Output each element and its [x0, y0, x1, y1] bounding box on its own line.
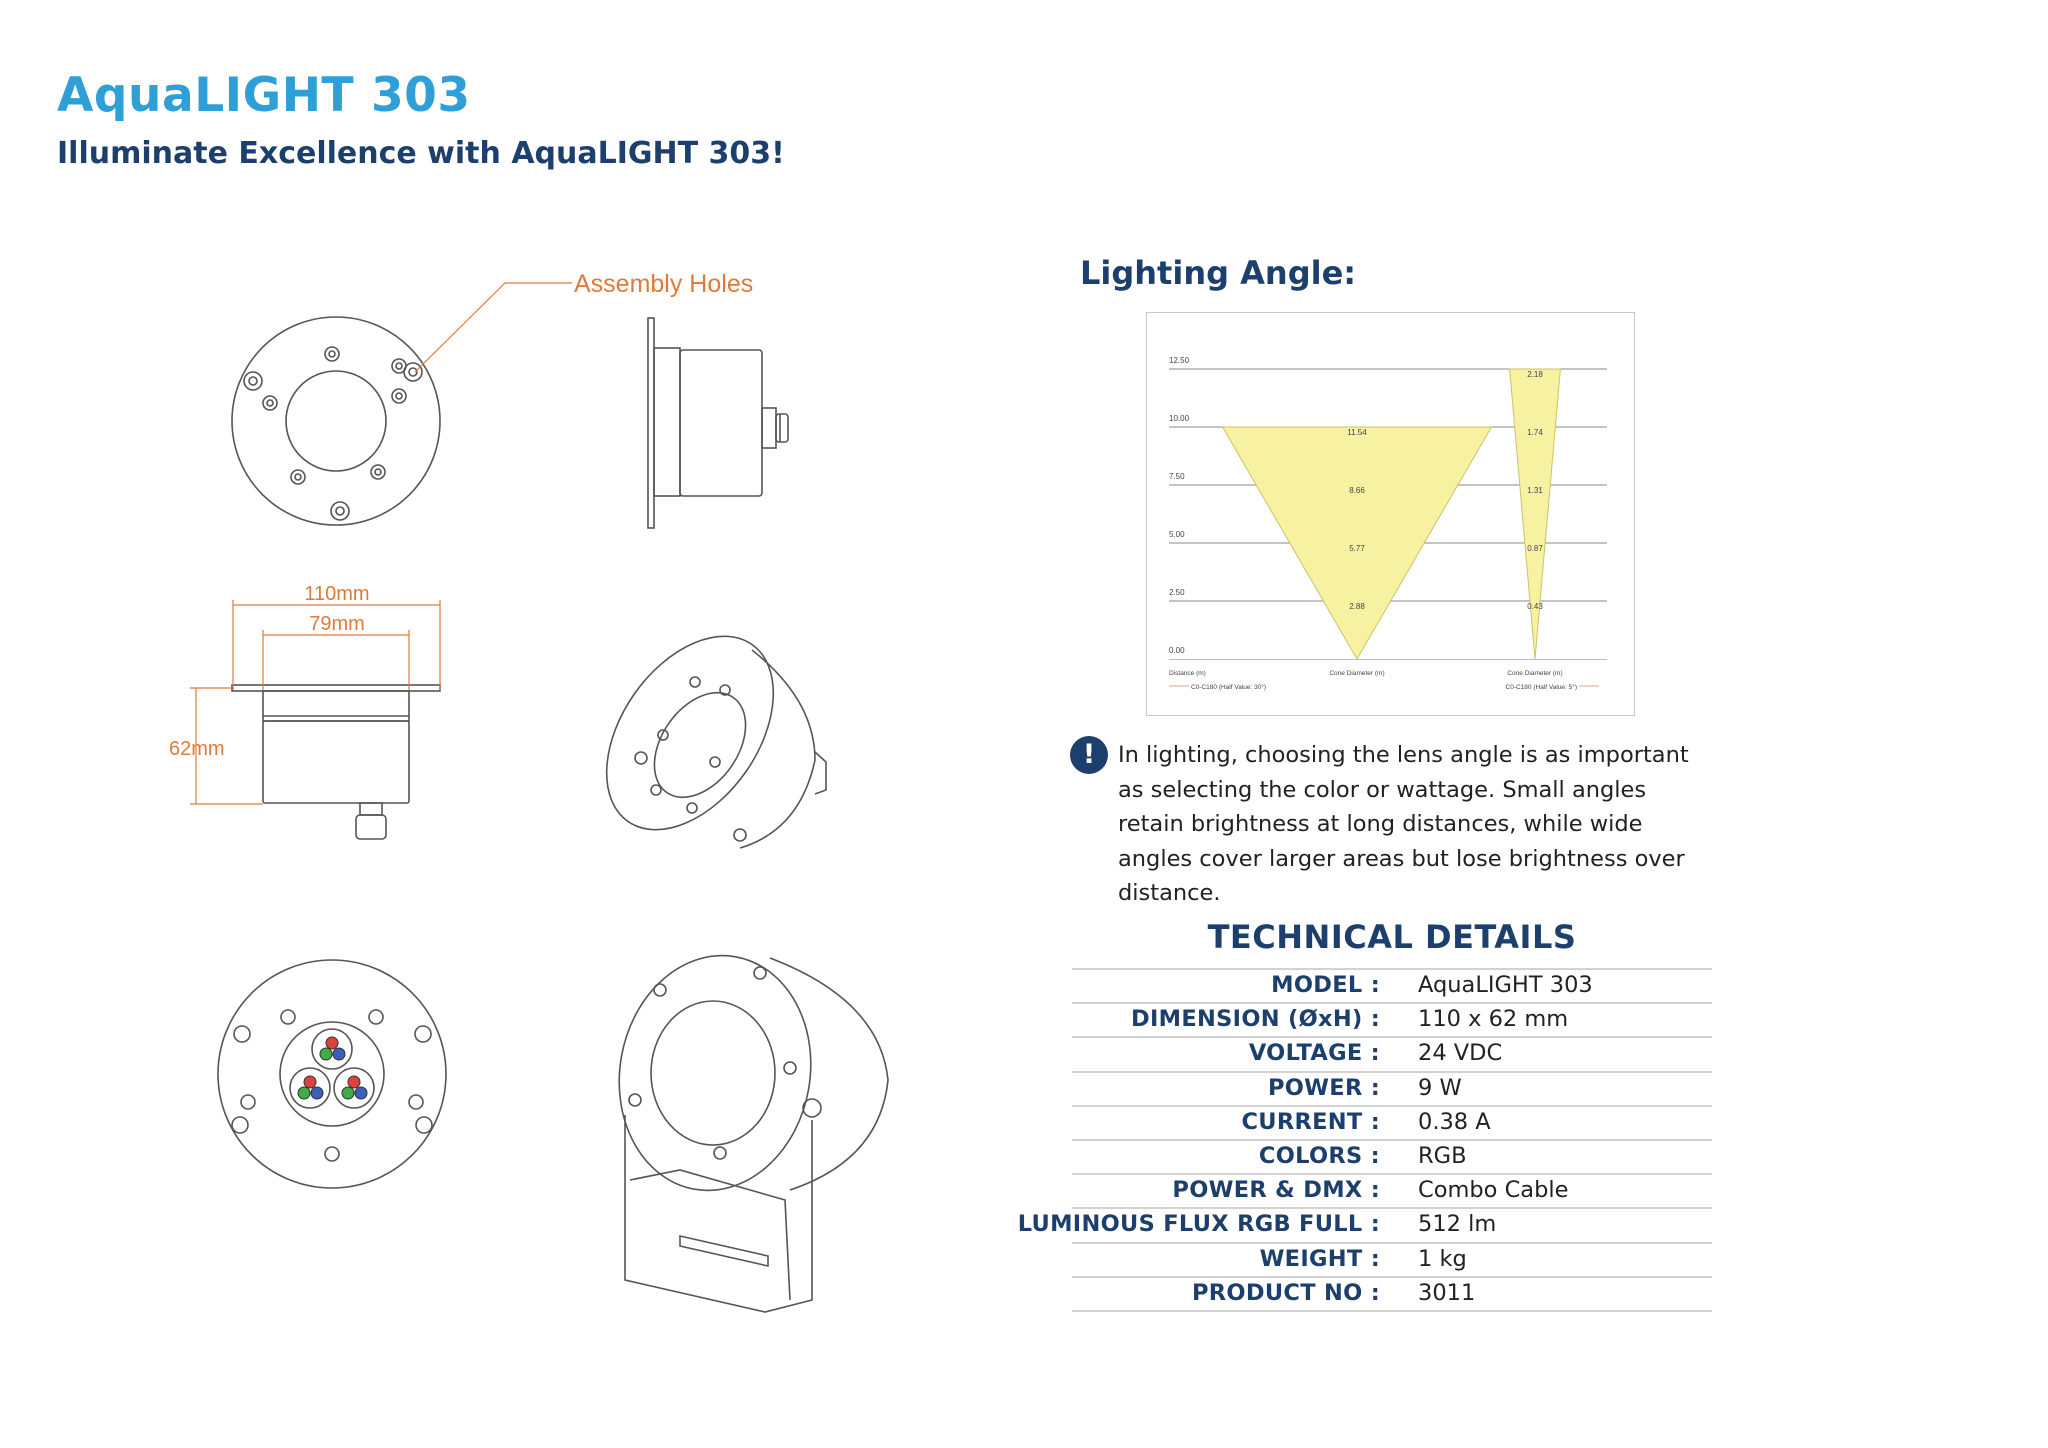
dimension-height-label: 62mm: [169, 738, 225, 760]
cone-diameter-label: 5.77: [1349, 544, 1365, 553]
lighting-angle-chart: [1147, 313, 1633, 714]
axis-label-cone-wide: Cone Diameter (m): [1329, 670, 1385, 677]
product-title: AquaLIGHT 303: [57, 68, 471, 123]
spec-value: 9 W: [1418, 1074, 1462, 1101]
spec-value: AquaLIGHT 303: [1418, 972, 1593, 998]
spec-label: POWER & DMX :: [1172, 1177, 1380, 1204]
cone-diameter-label: 0.87: [1527, 544, 1543, 553]
spec-label: VOLTAGE :: [1248, 1040, 1380, 1067]
technical-drawings: [0, 0, 1000, 1448]
exclamation-icon: !: [1070, 736, 1108, 774]
table-row: [1072, 1107, 1712, 1141]
cone-diameter-label: 0.43: [1527, 602, 1543, 611]
spec-label: WEIGHT :: [1259, 1245, 1380, 1272]
spec-value: 110 x 62 mm: [1418, 1006, 1569, 1033]
bracket-view-drawing: [601, 940, 888, 1312]
lighting-angle-chart-frame: [1146, 312, 1635, 716]
table-row: [1072, 1141, 1712, 1175]
table-row: [1072, 1244, 1712, 1278]
assembly-holes-label: Assembly Holes: [574, 270, 754, 298]
y-tick-label: 12.50: [1169, 356, 1190, 365]
assembly-holes-callout: [415, 270, 753, 372]
top-view-drawing: [232, 317, 440, 525]
table-row: [1072, 1175, 1712, 1209]
spec-value: 3011: [1418, 1279, 1476, 1306]
cone-diameter-label: 2.88: [1349, 602, 1365, 611]
y-tick-label: 2.50: [1169, 588, 1185, 597]
table-row: [1072, 1073, 1712, 1107]
lighting-angle-heading: Lighting Angle:: [1080, 254, 1357, 292]
spec-value: 1 kg: [1418, 1245, 1467, 1272]
table-row: [1072, 1004, 1712, 1038]
spec-label: COLORS :: [1258, 1142, 1380, 1169]
spec-value: 512 lm: [1418, 1211, 1497, 1238]
cone-diameter-label: 11.54: [1347, 428, 1367, 437]
technical-details-title: TECHNICAL DETAILS: [1207, 918, 1577, 956]
spec-value: Combo Cable: [1418, 1177, 1569, 1204]
spec-label: PRODUCT NO :: [1192, 1279, 1380, 1306]
y-tick-label: 0.00: [1169, 646, 1185, 655]
table-row: [1072, 1278, 1712, 1312]
spec-value: 0.38 A: [1418, 1108, 1491, 1135]
dimension-outer-label: 110mm: [304, 583, 370, 605]
isometric-view-drawing: [572, 606, 826, 861]
axis-label-distance: Distance (m): [1169, 670, 1206, 677]
lens-angle-note-text: In lighting, choosing the lens angle is as important as selecting the color or wattage. Small angles retain brightness at long distances, while wide angles cover larger areas but lose brightness over distance.: [1118, 742, 1689, 906]
spec-value: 24 VDC: [1418, 1040, 1503, 1067]
spec-label: LUMINOUS FLUX RGB FULL :: [1017, 1211, 1380, 1238]
spec-label: POWER :: [1267, 1074, 1380, 1101]
y-tick-label: 5.00: [1169, 530, 1185, 539]
spec-value: RGB: [1418, 1142, 1467, 1169]
table-row: [1072, 970, 1712, 1004]
side-view-drawing: [648, 318, 788, 528]
dimension-view-drawing: [232, 685, 440, 839]
spec-label: DIMENSION (ØxH) :: [1131, 1006, 1380, 1033]
cone-diameter-label: 8.66: [1349, 486, 1365, 495]
light-cone-2: [1510, 369, 1561, 659]
cone-diameter-label: 2.18: [1527, 370, 1543, 379]
table-row: [1072, 1038, 1712, 1072]
dimension-inner-label: 79mm: [309, 613, 365, 635]
bottom-view-drawing: [218, 960, 446, 1188]
spec-label: MODEL :: [1271, 972, 1380, 998]
technical-details-table: [1017, 968, 1712, 1312]
cone-diameter-label: 1.74: [1527, 428, 1543, 437]
cone-diameter-label: 1.31: [1527, 486, 1543, 495]
legend-label: C0-C180 (Half Value: 30°): [1191, 684, 1267, 691]
product-subtitle: Illuminate Excellence with AquaLIGHT 303!: [57, 136, 785, 171]
table-row: [1017, 1209, 1712, 1243]
legend-label: C0-C180 (Half Value: 5°): [1505, 684, 1577, 691]
axis-label-cone-narrow: Cone Diameter (m): [1507, 670, 1563, 677]
y-tick-label: 10.00: [1169, 414, 1190, 423]
y-tick-label: 7.50: [1169, 472, 1185, 481]
spec-label: CURRENT :: [1241, 1108, 1380, 1135]
